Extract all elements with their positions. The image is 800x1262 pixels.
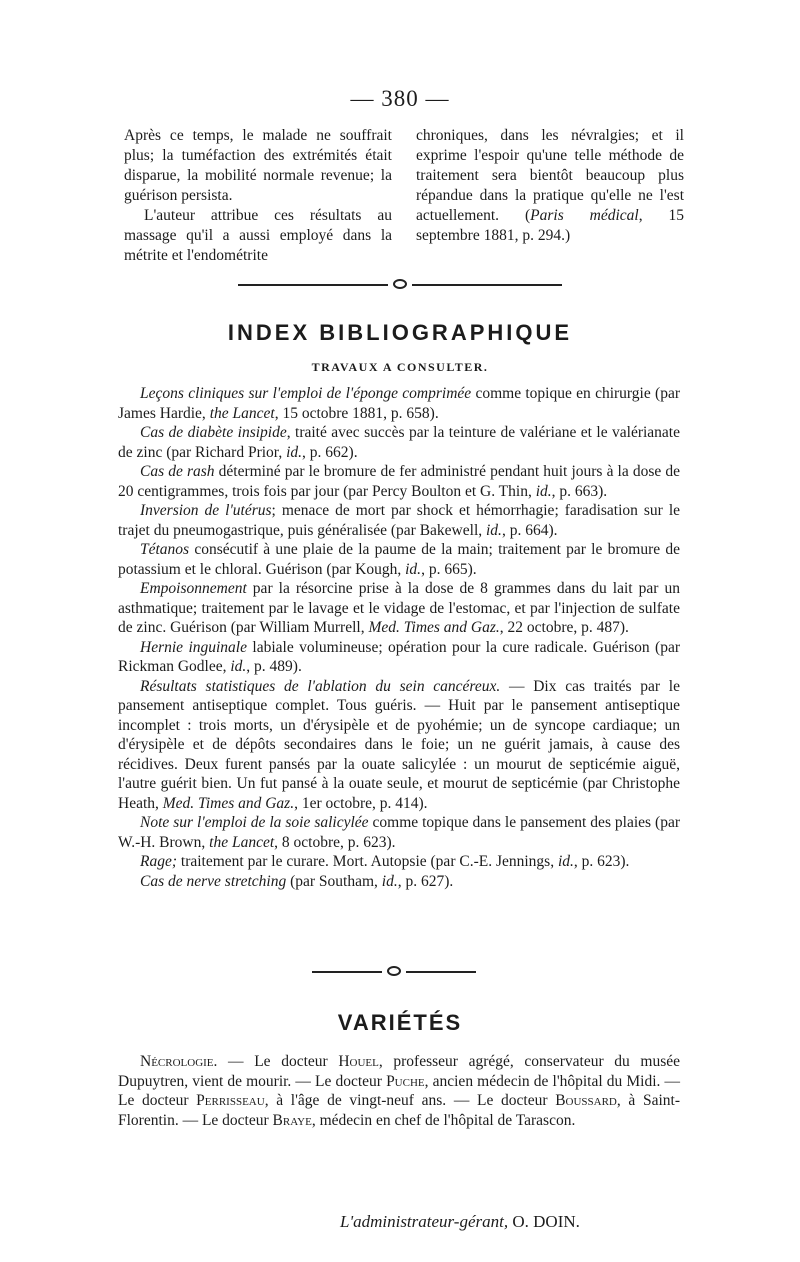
entry-source: id. bbox=[486, 521, 502, 539]
entry-text: comme topique en chirurgie (par James Hardie, bbox=[118, 385, 680, 422]
page-number: — 380 — bbox=[350, 86, 450, 111]
entry-title: Leçons cliniques sur l'emploi de l'éponge comprimée bbox=[140, 385, 472, 402]
entry-title: Hernie inguinale bbox=[140, 638, 247, 656]
entry-title: Cas de nerve stretching bbox=[140, 872, 287, 890]
entry-title: Tétanos bbox=[140, 541, 190, 558]
entry-tail: , p. 664). bbox=[501, 521, 558, 539]
entry-text: labiale volumineuse; opération pour la cure radicale. Guérison (par Rickman Godlee, bbox=[118, 638, 680, 675]
intro-paragraph bbox=[416, 126, 684, 246]
bibliography-entry bbox=[118, 579, 680, 638]
intro-source: Paris médical bbox=[530, 207, 639, 224]
bibliography-entry bbox=[118, 462, 680, 501]
entry-source: id. bbox=[405, 560, 422, 578]
entry-text: déterminé par le bromure de fer administré pendant huit jours à la dose de 20 centigrammes, trois fois par jour (par Percy Boulton et G. Thin, bbox=[118, 463, 680, 500]
entry-source: the Lancet bbox=[209, 833, 275, 851]
entry-text: — Dix cas traités par le pansement antiseptique complet. Tous guéris. — Huit par le pansement antiseptique incomplet : trois morts, un d'érysipèle et de pyohémie; un de syncope cardiaque; un d'érysipèle et de dépôts secondaires dans le foie; un ne guérit jamais, à cause des récidives. Deux furent pansés par la ouate salicylée : un mourut de septicémie aiguë, l'autre guérit bien. Un fut pansé à la ouate seule, et mourut de septicémie (par Christophe Heath, bbox=[118, 677, 680, 812]
entry-text: par la résorcine prise à la dose de 8 grammes dans du lait par un asthmatique; traitement par le lavage et le vidage de l'estomac, et par l'injection de sulfate de zinc. Guérison (par William Murrell, bbox=[118, 580, 680, 636]
index-title: INDEX BIBLIOGRAPHIQUE bbox=[227, 320, 573, 345]
intro-tail: , 15 septembre 1881, p. 294.) bbox=[416, 207, 685, 244]
intro-left-column bbox=[124, 126, 392, 266]
necrology-label: Nécrologie. bbox=[140, 1053, 218, 1070]
bibliography-list bbox=[118, 384, 680, 891]
bibliography-entry bbox=[118, 540, 680, 579]
bibliography-entry bbox=[118, 852, 680, 872]
bibliography-entry bbox=[118, 677, 680, 814]
person-name: Puche bbox=[386, 1072, 425, 1090]
entry-source: Med. Times and Gaz. bbox=[162, 794, 295, 812]
necrology-text: , ancien médecin de l'hôpital du Midi. — Le docteur bbox=[118, 1072, 680, 1109]
signature-role: L'administrateur-gérant, bbox=[340, 1212, 509, 1231]
bibliography-entry bbox=[118, 423, 680, 462]
necrology-paragraph bbox=[118, 1052, 680, 1130]
entry-tail: , 8 octobre, p. 623). bbox=[274, 833, 396, 851]
entry-tail: , p. 627). bbox=[397, 872, 454, 890]
entry-text: (par Southam, bbox=[286, 872, 382, 890]
bibliography-entry bbox=[118, 813, 680, 852]
entry-title: Rage; bbox=[140, 853, 178, 870]
entry-source: id. bbox=[557, 853, 574, 870]
bibliography-entry bbox=[118, 872, 680, 892]
necrology-text: , à Saint-Florentin. — Le docteur bbox=[118, 1092, 681, 1129]
signature-name: O. DOIN. bbox=[512, 1212, 580, 1231]
entry-title: Résultats statistiques de l'ablation du sein cancéreux. bbox=[140, 677, 501, 695]
bibliography-entry bbox=[118, 501, 680, 540]
intro-paragraph: Après ce temps, le malade ne souffrait plus; la tuméfaction des extrémités était disparue, la mobilité normale revenue; la guérison persista. bbox=[124, 127, 392, 204]
necrology-text: , à l'âge de vingt-neuf ans. — Le docteur bbox=[264, 1092, 556, 1109]
person-name: Houel bbox=[338, 1053, 379, 1070]
entry-text: , traité avec succès par la teinture de valériane et le valérianate de zinc (par Richard Prior, bbox=[118, 424, 680, 461]
entry-tail: , 15 octobre 1881, p. 658). bbox=[274, 404, 439, 422]
entry-text: traitement par le curare. Mort. Autopsie (par C.-E. Jennings, bbox=[177, 853, 558, 870]
person-name: Boussard bbox=[555, 1092, 617, 1109]
person-name: Perrisseau bbox=[196, 1092, 265, 1109]
entry-text: consécutif à une plaie de la paume de la main; traitement par le bromure de potassium et le chloral. Guérison (par Kough, bbox=[118, 541, 680, 578]
bibliography-entry bbox=[118, 384, 680, 423]
necrology-text: , professeur agrégé, conservateur du musée Dupuytren, vient de mourir. — Le docteur bbox=[118, 1053, 681, 1090]
entry-title: Cas de diabète insipide bbox=[140, 424, 287, 441]
intro-text: chroniques, dans les névralgies; et il exprime l'espoir qu'une telle méthode de traitement sera bientôt beaucoup plus répandue dans la pratique qu'elle ne l'est actuellement. ( bbox=[416, 127, 684, 224]
section-divider bbox=[0, 279, 800, 291]
necrology-text: , médecin en chef de l'hôpital de Tarascon. bbox=[311, 1111, 576, 1129]
entry-tail: , p. 489). bbox=[246, 658, 302, 675]
section-divider bbox=[0, 966, 800, 978]
entry-source: id. bbox=[286, 443, 303, 461]
entry-tail: , p. 665). bbox=[421, 560, 477, 578]
entry-title: Inversion de l'utérus bbox=[140, 502, 272, 519]
intro-right-column bbox=[416, 126, 684, 246]
entry-source: the Lancet bbox=[209, 404, 275, 422]
entry-tail: , 22 octobre, p. 487). bbox=[499, 619, 629, 636]
intro-paragraph: L'auteur attribue ces résultats au massage qu'il a aussi employé dans la métrite et l'endométrite bbox=[124, 207, 392, 264]
entry-source: Med. Times and Gaz. bbox=[368, 619, 500, 636]
person-name: Braye bbox=[272, 1111, 312, 1129]
entry-source: id. bbox=[535, 482, 552, 500]
signature bbox=[340, 1212, 680, 1232]
necrology-text: — Le docteur bbox=[217, 1053, 339, 1070]
bibliography-entry bbox=[118, 638, 680, 677]
entry-text: comme topique dans le pansement des plaies (par W.-H. Brown, bbox=[118, 814, 680, 851]
entry-tail: , p. 662). bbox=[302, 443, 358, 461]
entry-source: id. bbox=[230, 658, 247, 675]
index-subtitle: TRAVAUX A CONSULTER. bbox=[311, 360, 489, 374]
entry-tail: , p. 663). bbox=[551, 482, 608, 500]
entry-source: id. bbox=[381, 872, 398, 890]
varietes-section bbox=[118, 1052, 680, 1130]
entry-title: Note sur l'emploi de la soie salicylée bbox=[140, 814, 369, 831]
entry-title: Cas de rash bbox=[140, 463, 215, 480]
varietes-title: VARIÉTÉS bbox=[337, 1010, 463, 1035]
entry-tail: , p. 623). bbox=[573, 853, 630, 870]
entry-tail: , 1er octobre, p. 414). bbox=[294, 794, 428, 812]
entry-title: Empoisonnement bbox=[140, 580, 247, 597]
entry-text: ; menace de mort par shock et hémorrhagie; faradisation sur le trajet du pneumogastrique, puis généralisée (par Bakewell, bbox=[118, 502, 680, 539]
